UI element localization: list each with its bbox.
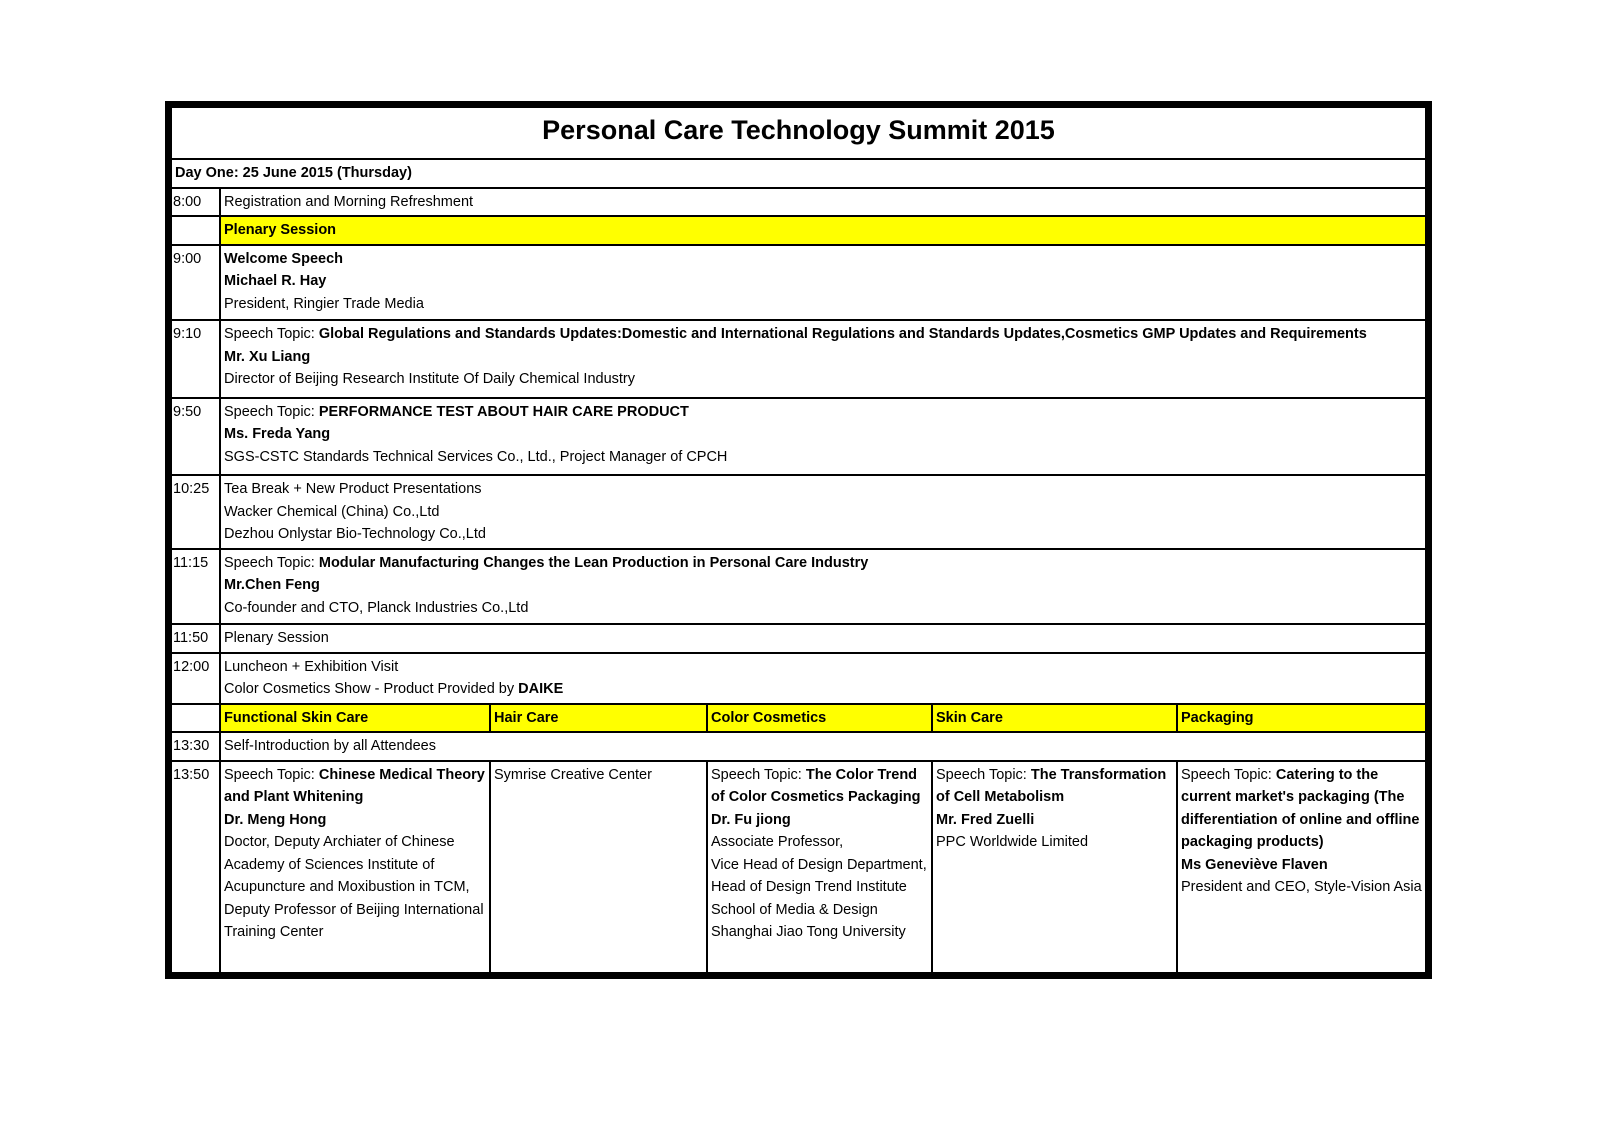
track-color-cosmetics: Color Cosmetics — [707, 704, 932, 733]
table-row — [171, 188, 1426, 217]
track-skin-care: Skin Care — [932, 704, 1177, 733]
speaker-name: Dr. Meng Hong — [224, 811, 327, 828]
table-row — [171, 761, 1426, 973]
title-row — [171, 107, 1426, 159]
speaker-affiliation: Director of Beijing Research Institute Of Daily Chemical Industry — [224, 371, 635, 387]
table-row — [171, 475, 1426, 549]
agenda-table — [170, 106, 1427, 974]
speaker-affiliation: Head of Design Trend Institute — [711, 879, 907, 895]
hair-care-session: Symrise Creative Center — [490, 761, 707, 973]
table-row — [171, 653, 1426, 704]
session-cell: Registration and Morning Refreshment — [220, 188, 1426, 217]
session-title: Welcome Speech — [224, 250, 344, 267]
topic-prefix: Speech Topic: — [224, 403, 319, 420]
topic-prefix: Speech Topic: — [1181, 766, 1276, 783]
day-row — [171, 159, 1426, 188]
session-title: Luncheon + Exhibition Visit — [224, 658, 399, 675]
speaker-affiliation: President and CEO, Style-Vision Asia — [1181, 879, 1422, 895]
time-cell: 9:00 — [171, 245, 220, 321]
speaker-name: Ms Geneviève Flaven — [1181, 856, 1328, 873]
time-cell: 9:10 — [171, 320, 220, 398]
session-cell: Self-Introduction by all Attendees — [220, 732, 1426, 761]
speaker-affiliation: Co-founder and CTO, Planck Industries Co.,Ltd — [224, 599, 529, 616]
packaging-session — [1177, 761, 1426, 973]
time-cell: 9:50 — [171, 398, 220, 476]
speaker-name: Dr. Fu jiong — [711, 811, 791, 828]
session-cell: Plenary Session — [220, 624, 1426, 653]
speech-topic: PERFORMANCE TEST ABOUT HAIR CARE PRODUCT — [318, 403, 689, 420]
track-packaging: Packaging — [1177, 704, 1426, 733]
topic-prefix: Speech Topic: — [224, 326, 319, 342]
speech-topic: The Transformation of Cell Metabolism — [936, 766, 1167, 805]
sponsor-name: DAIKE — [518, 681, 564, 697]
speaker-affiliation: Associate Professor, — [711, 834, 844, 850]
time-cell: 11:50 — [171, 624, 220, 653]
track-functional-skin-care: Functional Skin Care — [220, 704, 490, 733]
time-cell: 8:00 — [171, 188, 220, 217]
time-cell: 10:25 — [171, 475, 220, 549]
track-header-row — [171, 704, 1426, 733]
speaker-name: Ms. Freda Yang — [224, 426, 331, 442]
functional-skin-care-session — [220, 761, 490, 973]
page-title: Personal Care Technology Summit 2015 — [171, 107, 1426, 159]
topic-prefix: Speech Topic: — [224, 554, 319, 571]
session-cell — [220, 320, 1426, 398]
speaker-affiliation: President, Ringier Trade Media — [224, 295, 424, 312]
speaker-affiliation: Shanghai Jiao Tong University — [711, 924, 906, 940]
speech-topic: Chinese Medical Theory and Plant Whitening — [224, 766, 485, 805]
speaker-name: Mr. Fred Zuelli — [936, 811, 1035, 828]
speech-topic: Catering to the current market's packaging (The differentiation of online and offline packaging products) — [1181, 766, 1420, 850]
speech-topic: The Color Trend of Color Cosmetics Packaging — [711, 766, 921, 805]
table-row — [171, 732, 1426, 761]
speaker-name: Mr. Xu Liang — [224, 348, 311, 365]
speech-topic: Modular Manufacturing Changes the Lean Production in Personal Care Industry — [318, 554, 869, 571]
skin-care-session — [932, 761, 1177, 973]
speaker-affiliation: PPC Worldwide Limited — [936, 834, 1089, 850]
speech-topic: Global Regulations and Standards Updates:Domestic and International Regulations and Standards Updates,Cosmetics GMP Updates and Requirements — [318, 326, 1367, 342]
show-text: Color Cosmetics Show - Product Provided by — [224, 681, 519, 697]
time-cell: 11:15 — [171, 549, 220, 625]
speaker-name: Mr.Chen Feng — [224, 577, 320, 593]
agenda-sheet — [165, 101, 1432, 979]
time-cell-empty — [171, 704, 220, 733]
session-cell — [220, 475, 1426, 549]
day-label: Day One: 25 June 2015 (Thursday) — [171, 159, 1426, 188]
time-cell: 13:30 — [171, 732, 220, 761]
color-cosmetics-session — [707, 761, 932, 973]
session-cell — [220, 398, 1426, 476]
topic-prefix: Speech Topic: — [224, 766, 319, 783]
table-row — [171, 245, 1426, 321]
topic-prefix: Speech Topic: — [711, 766, 806, 783]
session-cell — [220, 653, 1426, 704]
plenary-session-header: Plenary Session — [220, 216, 1426, 245]
time-cell-empty — [171, 216, 220, 245]
table-row — [171, 549, 1426, 625]
presenter-company: Wacker Chemical (China) Co.,Ltd — [224, 503, 440, 520]
session-cell — [220, 549, 1426, 625]
time-cell: 12:00 — [171, 653, 220, 704]
table-row — [171, 624, 1426, 653]
table-row — [171, 320, 1426, 398]
speaker-affiliation: Doctor, Deputy Archiater of Chinese Academy of Sciences Institute of Acupuncture and Moxibustion in TCM, Deputy Professor of Beijing International Training Center — [224, 834, 484, 940]
plenary-header-row — [171, 216, 1426, 245]
speaker-name: Michael R. Hay — [224, 273, 327, 289]
speaker-affiliation: School of Media & Design — [711, 901, 878, 918]
table-row — [171, 398, 1426, 476]
topic-prefix: Speech Topic: — [936, 766, 1031, 783]
session-title: Tea Break + New Product Presentations — [224, 481, 482, 497]
session-cell — [220, 245, 1426, 321]
speaker-affiliation: SGS-CSTC Standards Technical Services Co., Ltd., Project Manager of CPCH — [224, 448, 728, 465]
presenter-company: Dezhou Onlystar Bio-Technology Co.,Ltd — [224, 526, 486, 542]
track-hair-care: Hair Care — [490, 704, 707, 733]
speaker-affiliation: Vice Head of Design Department, — [711, 856, 927, 873]
time-cell: 13:50 — [171, 761, 220, 973]
